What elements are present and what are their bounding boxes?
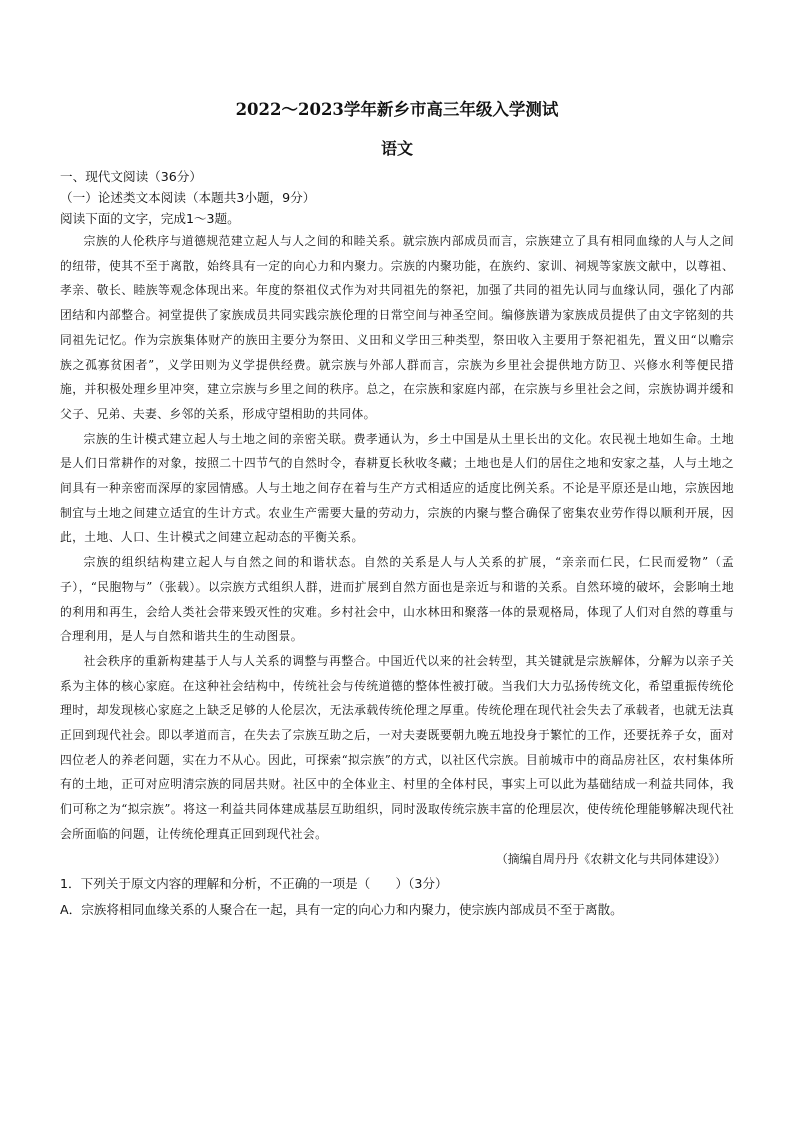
article-body (60, 229, 734, 847)
section-subheading: （一）论述类文本阅读（本题共3小题，9分） (60, 190, 316, 205)
article-paragraph: 宗族的生计模式建立起人与土地之间的亲密关联。费孝通认为，乡土中国是从土里长出的文化。农民视土地如生命。土地是人们日常耕作的对象，按照二十四节气的自然时令，春耕夏长秋收冬藏；土地也是人们的居住之地和安家之基，人与土地之间具有一种亲密而深厚的家园情感。人与土地之间存在着与生产方式相适应的适度比例关系。不论是平原还是山地，宗族因地制宜与土地之间建立适宜的生计方式。农业生产需要大量的劳动力，宗族的内聚与整合确保了密集农业劳作得以顺利开展，因此，土地、人口、生计模式之间建立起动态的平衡关系。 (60, 431, 734, 545)
exam-title: 2022～2023学年新乡市高三年级入学测试 (235, 100, 559, 119)
question-stem: 1．下列关于原文内容的理解和分析，不正确的一项是（ ）（3分） (60, 875, 448, 891)
subject-title: 语文 (380, 139, 413, 158)
article-paragraph: 社会秩序的重新构建基于人与人关系的调整与再整合。中国近代以来的社会转型，其关键就是宗族解体，分解为以亲子关系为主体的核心家庭。在这种社会结构中，传统社会与传统道德的整体性被打破。当我们大力弘扬传统文化，希望重振传统伦理时，却发现核心家庭之上缺乏足够的人伦层次，无法承载传统伦理之厚重。传统伦理在现代社会失去了承载者，也就无法真正回到现代社会。即以孝道而言，在失去了宗族互助之后，一对夫妻既要朝九晚五地投身于繁忙的工作，还要抚养子女，面对四位老人的养老问题，实在力不从心。因此，可探索“拟宗族”的方式，以社区代宗族。目前城市中的商品房社区，农村集体所有的土地，正可对应明清宗族的同居共财。社区中的全体业主、村里的全体村民，事实上可以此为基础结成一利益共同体，我们可称之为“拟宗族”。将这一利益共同体建成基层互助组织，同时汲取传统宗族丰富的伦理层次，使传统伦理能够解决现代社会所面临的问题，让传统伦理真正回到现代社会。 (60, 653, 734, 841)
reading-instruction: 阅读下面的文字，完成1～3题。 (60, 211, 240, 226)
article-paragraph: 宗族的组织结构建立起人与自然之间的和谐状态。自然的关系是人与人关系的扩展，“亲亲而仁民，仁民而爱物”（孟子），“民胞物与”（张载）。以宗族方式组织人群，进而扩展到自然方面也是亲近与和谐的关系。自然环境的破坏，会影响土地的利用和再生，会给人类社会带来毁灭性的灾难。乡村社会中，山水林田和聚落一体的景观格局，体现了人们对自然的尊重与合理利用，是人与自然和谐共生的生动图景。 (60, 555, 734, 644)
article-source: （摘编自周丹丹《农耕文化与共同体建设》） (495, 851, 726, 866)
article-paragraph: 宗族的人伦秩序与道德规范建立起人与人之间的和睦关系。就宗族内部成员而言，宗族建立了具有相同血缘的人与人之间的纽带，使其不至于离散，始终具有一定的向心力和内聚力。宗族的内聚功能，在族约、家训、祠规等家族文献中，以尊祖、孝亲、敬长、睦族等观念体现出来。年度的祭祖仪式作为对共同祖先的祭祀，加强了共同的祖先认同与血缘认同，强化了内部团结和内部整合。祠堂提供了家族成员共同实践宗族伦理的日常空间与神圣空间。编修族谱为家族成员提供了由文字铭刻的共同祖先记忆。作为宗族集体财产的族田主要分为祭田、义田和义学田三种类型，祭田收入主要用于祭祀祖先，置义田“以赡宗族之孤寡贫困者”，义学田则为义学提供经费。就宗族与外部人群而言，宗族为乡里社会提供地方防卫、兴修水利等便民措施，并积极处理乡里冲突，建立宗族与乡里之间的秩序。总之，在宗族和家庭内部，在宗族与乡里社会之间，宗族协调并缓和父子、兄弟、夫妻、乡邻的关系，形成守望相助的共同体。 (60, 234, 734, 421)
section-heading: 一、现代文阅读（36分） (60, 169, 202, 184)
question-option-a: A．宗族将相同血缘关系的人聚合在一起，具有一定的向心力和内聚力，使宗族内部成员不至于离散。 (60, 901, 623, 917)
